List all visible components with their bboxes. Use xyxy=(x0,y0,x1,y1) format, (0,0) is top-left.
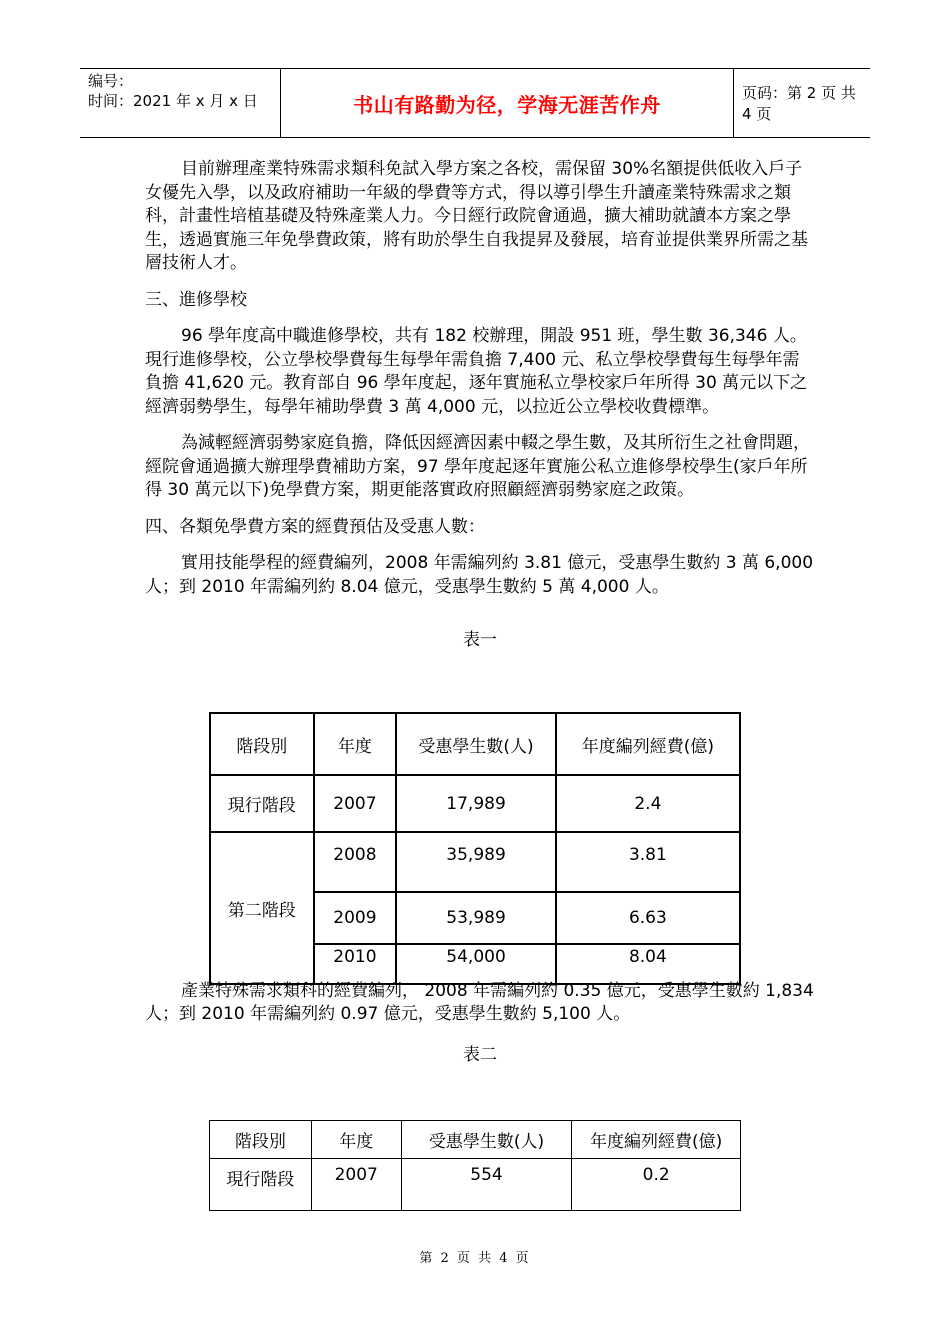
budget-cell: 2.4 xyxy=(556,775,740,832)
table-industry-needs xyxy=(209,1120,741,1211)
header-motto: 书山有路勤为径，学海无涯苦作舟 xyxy=(280,69,734,137)
year-cell: 2008 xyxy=(314,832,397,892)
table1-caption: 表一 xyxy=(463,630,497,650)
stage-cell: 現行階段 xyxy=(210,775,314,832)
budget-cell: 8.04 xyxy=(556,944,740,984)
year-cell: 2007 xyxy=(314,775,397,832)
section-heading-continuing-schools: 三、進修學校 xyxy=(145,289,247,310)
column-header: 階段別 xyxy=(210,1121,312,1159)
document-time-label: 时间：2021 年 x 月 x 日 xyxy=(88,92,258,110)
table-row xyxy=(210,775,740,832)
table-row xyxy=(210,1159,741,1211)
document-number-label: 编号： xyxy=(88,72,134,90)
budget-cell: 3.81 xyxy=(556,832,740,892)
students-cell: 53,989 xyxy=(396,892,555,944)
column-header: 年度 xyxy=(314,713,397,775)
budget-cell: 0.2 xyxy=(572,1159,741,1211)
column-header: 年度編列經費(億) xyxy=(556,713,740,775)
students-cell: 554 xyxy=(401,1159,572,1211)
students-cell: 17,989 xyxy=(396,775,555,832)
stage-cell: 第二階段 xyxy=(210,832,314,984)
table2-caption: 表二 xyxy=(463,1044,497,1065)
students-cell: 54,000 xyxy=(396,944,555,984)
header-page-info: 页码：第 2 页 共 4 页 xyxy=(742,84,856,123)
section-heading-budget-estimates: 四、各類免學費方案的經費預估及受惠人數： xyxy=(145,516,485,537)
year-cell: 2007 xyxy=(311,1159,401,1211)
page-header xyxy=(80,68,870,138)
paragraph-practical-skills: 實用技能學程的經費編列，2008 年需編列約 3.81 億元，受惠學生數約 3 萬 6,000 人；到 2010 年需編列約 8.04 億元，受惠學生數約 5 萬 4,000 人。 xyxy=(145,553,814,597)
table-header-row xyxy=(210,713,740,775)
table-row xyxy=(210,832,740,892)
table-header-row xyxy=(210,1121,741,1159)
budget-cell: 6.63 xyxy=(556,892,740,944)
year-cell: 2009 xyxy=(314,892,397,944)
paragraph-industry-budget: 產業特殊需求類科的經費編列， 2008 年需編列約 0.35 億元，受惠學生數約 1,834 人；到 2010 年需編列約 0.97 億元，受惠學生數約 5,100 人。 xyxy=(145,980,814,1024)
students-cell: 35,989 xyxy=(396,832,555,892)
paragraph-industry-program: 目前辦理產業特殊需求類科免試入學方案之各校，需保留 30%名額提供低收入戶子女優先入學，以及政府補助一年級的學費等方式，得以導引學生升讀產業特殊需求之類科，計畫性培植基礎及特殊產業人力。今日經行政院會通過，擴大補助就讀本方案之學生，透過實施三年免學費政策，將有助於學生自我提昇及發展，培育並提供業界所需之基層技術人才。 xyxy=(145,159,808,273)
column-header: 受惠學生數(人) xyxy=(401,1121,572,1159)
header-meta xyxy=(88,71,258,111)
column-header: 受惠學生數(人) xyxy=(396,713,555,775)
stage-cell: 現行階段 xyxy=(210,1159,312,1211)
table-practical-skills xyxy=(209,712,741,985)
year-cell: 2010 xyxy=(314,944,397,984)
column-header: 年度編列經費(億) xyxy=(572,1121,741,1159)
page-footer: 第 2 页 共 4 页 xyxy=(419,1251,531,1266)
paragraph-continuing-schools: 96 學年度高中職進修學校，共有 182 校辦理，開設 951 班，學生數 36,346 人。現行進修學校，公立學校學費每生每學年需負擔 7,400 元、私立學校學費每生每學年需負擔 41,620 元。教育部自 96 學年度起，逐年實施私立學校家戶年所得 30 萬元以下之經濟弱勢學生，每學年補助學費 3 萬 4,000 元，以拉近公立學校收費標準。 xyxy=(145,326,808,417)
column-header: 階段別 xyxy=(210,713,314,775)
column-header: 年度 xyxy=(311,1121,401,1159)
paragraph-tuition-subsidy: 為減輕經濟弱勢家庭負擔，降低因經濟因素中輟之學生數，及其所衍生之社會問題，經院會通過擴大辦理學費補助方案，97 學年度起逐年實施公私立進修學校學生(家戶年所得 30 萬元以下)免學費方案，期更能落實政府照顧經濟弱勢家庭之政策。 xyxy=(145,433,810,500)
